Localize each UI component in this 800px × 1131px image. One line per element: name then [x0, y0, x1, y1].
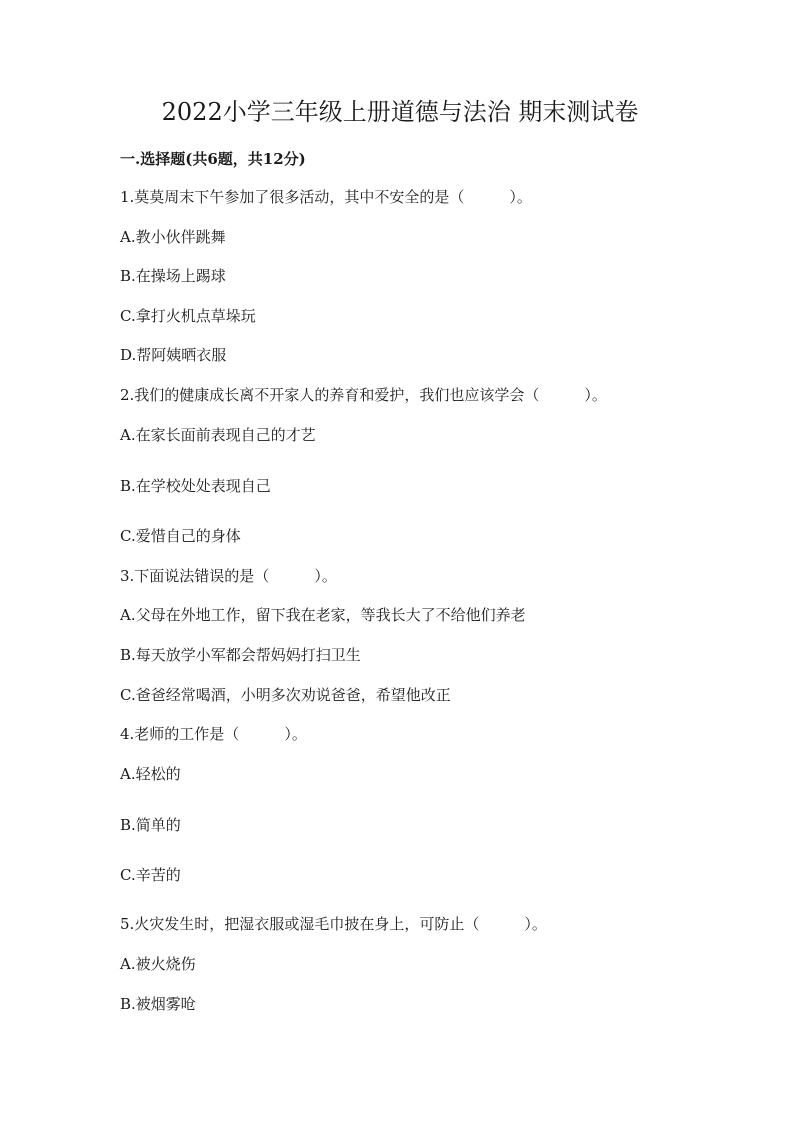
option-1c: C.拿打火机点草垛玩 [120, 307, 256, 325]
option-2a: A.在家长面前表现自己的才艺 [120, 426, 316, 444]
question-1: 1.莫莫周末下午参加了很多活动，其中不安全的是（ ）。 [120, 188, 532, 206]
option-4a: A.轻松的 [120, 765, 181, 783]
option-3b: B.每天放学小军都会帮妈妈打扫卫生 [120, 646, 361, 664]
option-1d: D.帮阿姨晒衣服 [120, 346, 227, 364]
option-5a: A.被火烧伤 [120, 955, 196, 973]
option-2c: C.爱惜自己的身体 [120, 527, 241, 545]
option-2b: B.在学校处处表现自己 [120, 477, 271, 495]
exam-title: 2022小学三年级上册道德与法治 期末测试卷 [161, 98, 639, 126]
option-4c: C.辛苦的 [120, 866, 181, 884]
option-1a: A.教小伙伴跳舞 [120, 228, 226, 246]
option-3a: A.父母在外地工作，留下我在老家，等我长大了不给他们养老 [120, 606, 526, 624]
question-5: 5.火灾发生时，把湿衣服或湿毛巾披在身上，可防止（ ）。 [120, 915, 547, 933]
option-4b: B.简单的 [120, 816, 181, 834]
option-3c: C.爸爸经常喝酒，小明多次劝说爸爸，希望他改正 [120, 686, 451, 704]
question-2: 2.我们的健康成长离不开家人的养育和爱护，我们也应该学会（ ）。 [120, 386, 607, 404]
section-heading: 一.选择题(共6题，共12分) [120, 150, 306, 168]
option-1b: B.在操场上踢球 [120, 267, 226, 285]
question-4: 4.老师的工作是（ ）。 [120, 725, 307, 743]
question-3: 3.下面说法错误的是（ ）。 [120, 567, 337, 585]
option-5b: B.被烟雾呛 [120, 995, 196, 1013]
